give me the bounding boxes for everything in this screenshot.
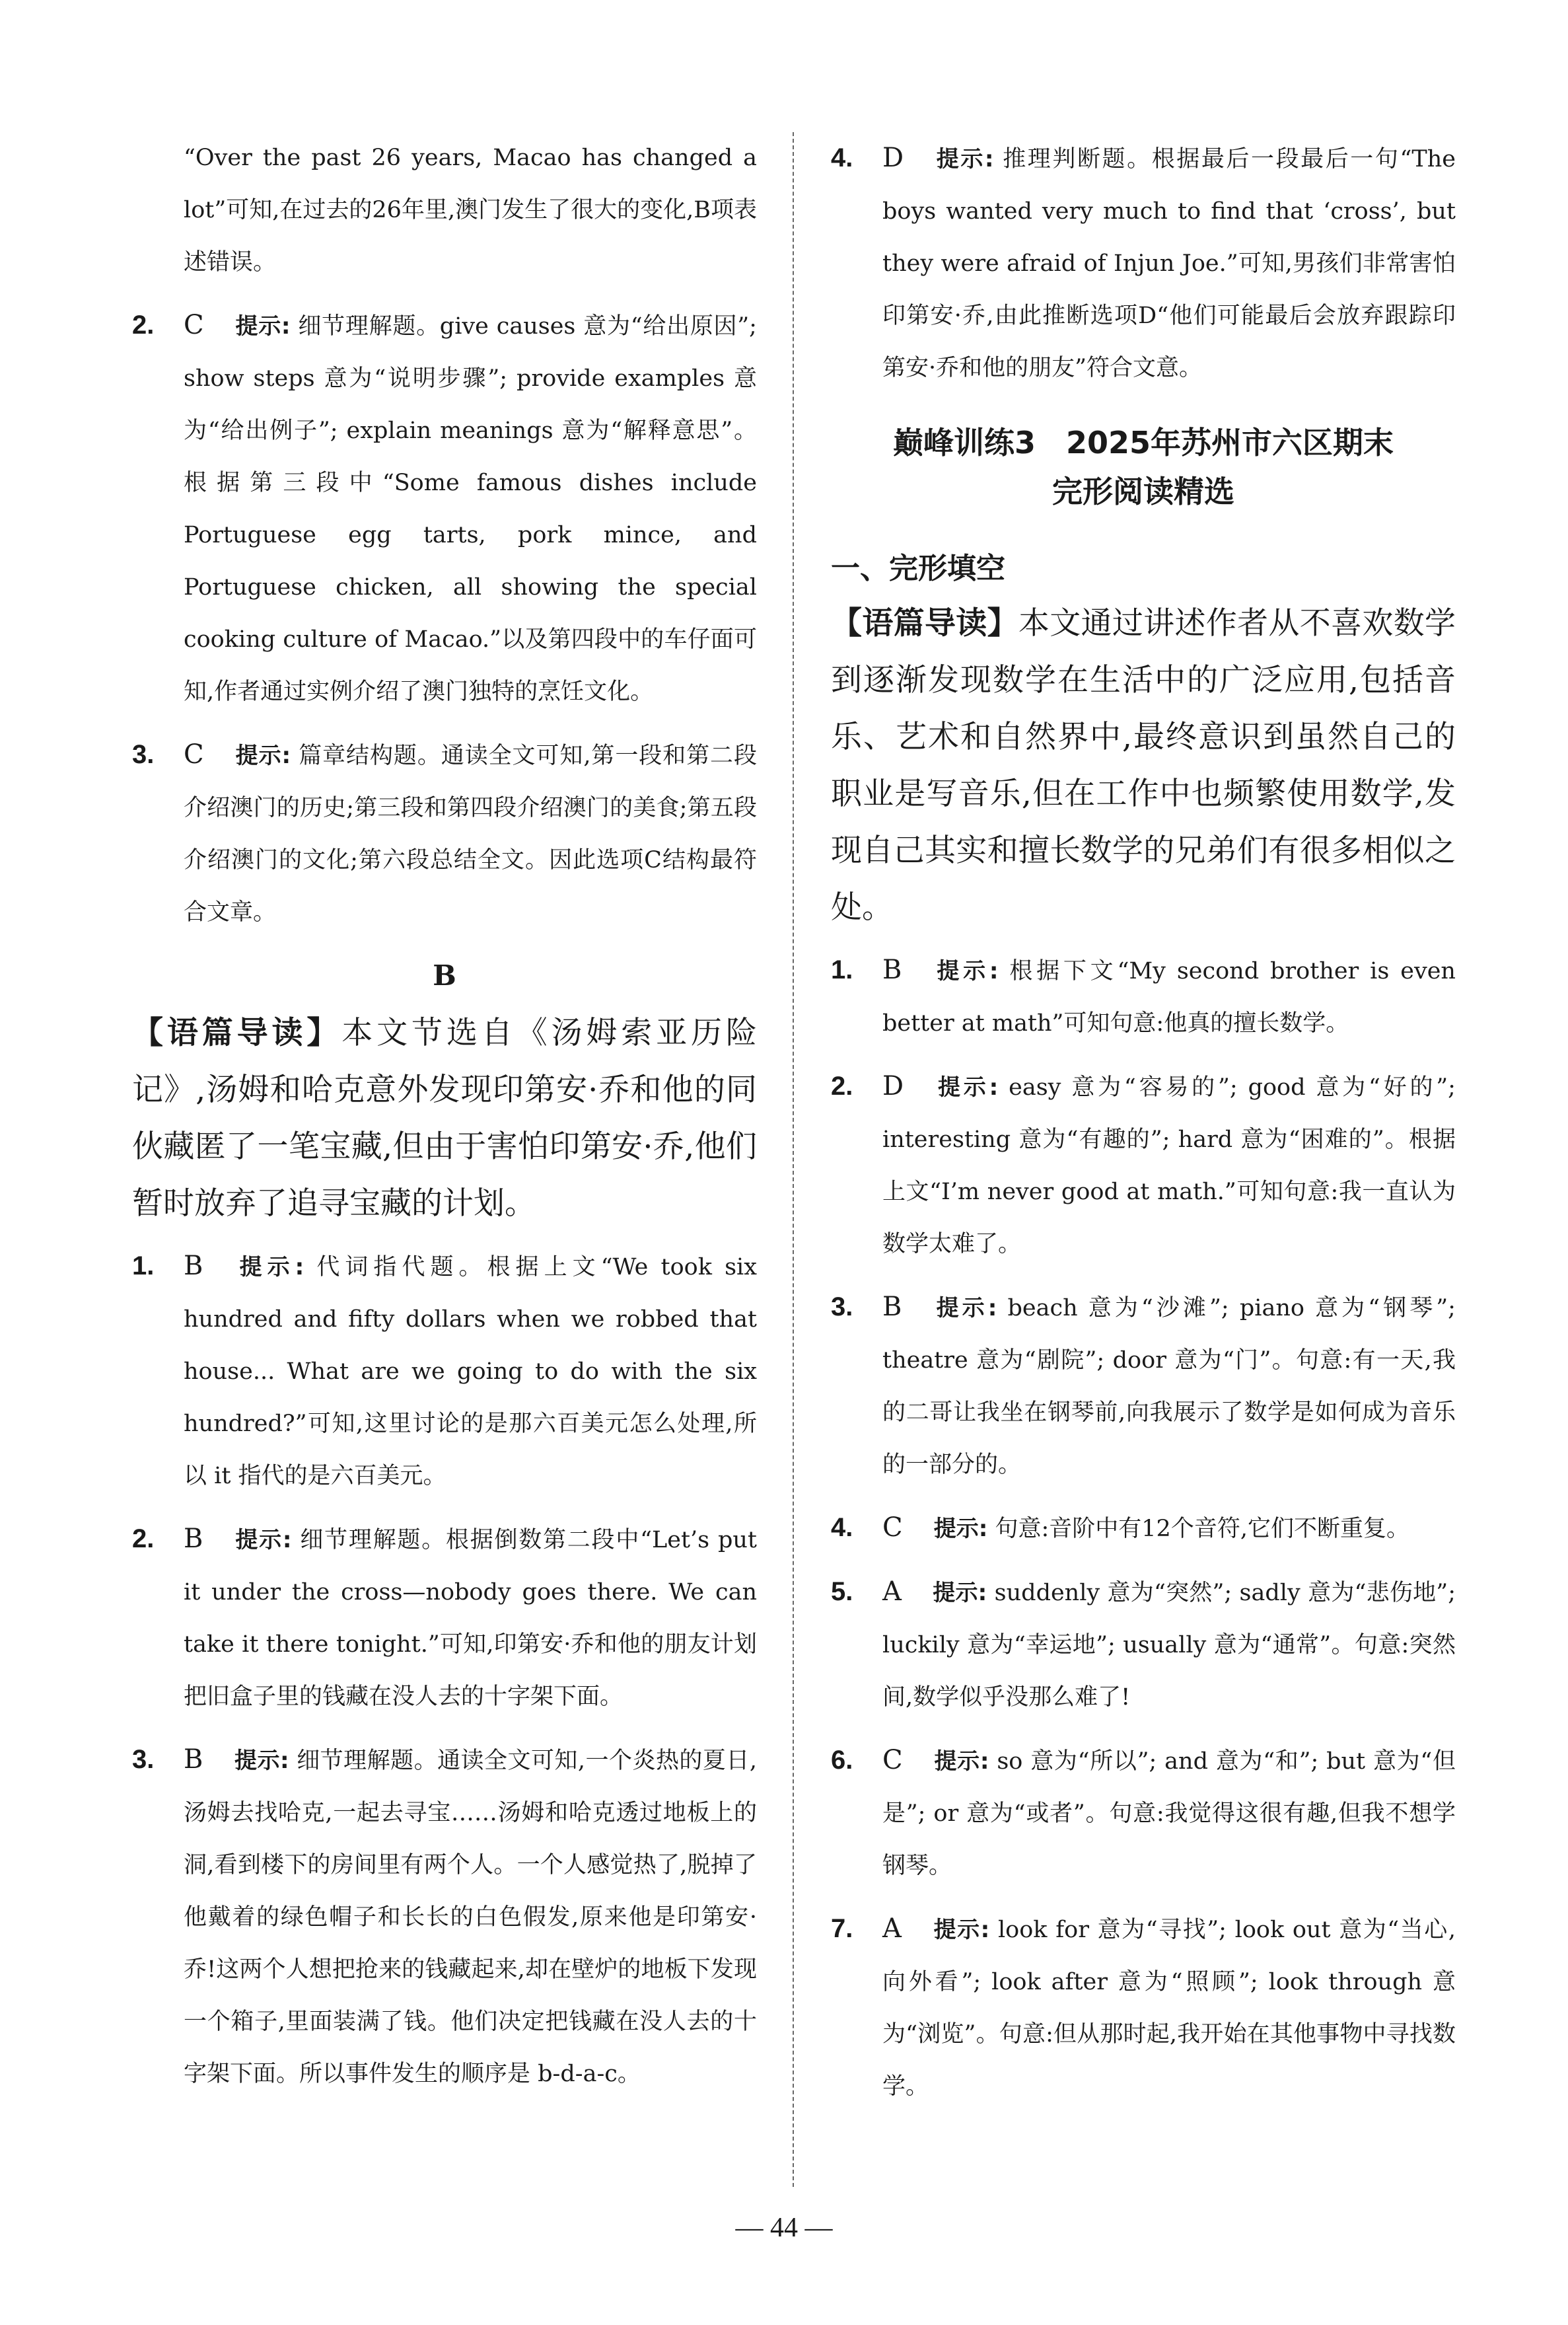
item-text: 推理判断题。根据最后一段最后一句“The boys wanted very much to find that ‘cross’, but they were afraid of Injun Joe.”可知,男孩们非常害怕印第安·乔,由此推断选项D“他们可能最后会放弃跟踪印第安·乔和他的朋友”符合文意。 [882,146,1456,381]
item-number: 2. [132,311,155,340]
section-title-line-2: 完形阅读精选 [1052,474,1234,509]
item-number: 4. [831,143,853,172]
item-answer: C [882,1745,903,1775]
item-answer: D [882,1071,904,1101]
answer-item [831,944,1456,1050]
item-answer: B [882,955,902,985]
answer-item [132,1513,757,1723]
hint-label: 提示: [235,313,291,340]
item-text: easy 意为“容易的”; good 意为“好的”; interesting 意为“有趣的”; hard 意为“困难的”。根据上文“I’m never good at math.”可知句意:我一直认为数学太难了。 [882,1074,1456,1257]
answer-item [831,1281,1456,1491]
left-column [132,132,757,2111]
answer-item [831,1502,1456,1555]
passage-b-heading: B [433,959,456,992]
hint-label: 提示: [937,958,999,984]
answer-item [132,299,757,718]
answer-item [132,1240,757,1502]
hint-label: 提示: [234,1748,289,1774]
item-number: 6. [831,1746,853,1775]
intro-text: 本文节选自《汤姆索亚历险记》,汤姆和哈克意外发现印第安·乔和他的同伙藏匿了一笔宝藏,但由于害怕印第安·乔,他们暂时放弃了追寻宝藏的计划。 [132,1015,758,1222]
hint-label: 提示: [933,1580,987,1606]
item-answer: C [184,739,204,770]
item-answer: C [882,1512,903,1543]
answer-item [831,1060,1456,1271]
item-number: 3. [132,740,155,769]
answer-item [831,1903,1456,2113]
intro-tag: 【语篇导读】 [132,1015,342,1051]
answer-item [132,729,757,939]
answer-item [132,1734,757,2100]
page-number: — 44 — [735,2213,833,2243]
hint-label: 提示: [933,1917,990,1943]
item-number: 5. [831,1577,853,1606]
item-text: 细节理解题。通读全文可知,一个炎热的夏日,汤姆去找哈克,一起去寻宝……汤姆和哈克透过地板上的洞,看到楼下的房间里有两个人。一个人感觉热了,脱掉了他戴着的绿色帽子和长长的白色假发,原来他是印第安·乔!这两个人想把抢来的钱藏起来,却在壁炉的地板下发现一个箱子,里面装满了钱。他们决定把钱藏在没人去的十字架下面。所以事件发生的顺序是 b-d-a-c。 [184,1748,757,2087]
item-text: beach 意为“沙滩”; piano 意为“钢琴”; theatre 意为“剧院”; door 意为“门”。句意:有一天,我的二哥让我坐在钢琴前,向我展示了数学是如何成为音乐的一部分的。 [882,1295,1456,1478]
item-number: 1. [132,1251,155,1280]
item-answer: C [184,310,204,340]
item-number: 2. [132,1524,155,1553]
item-number: 7. [831,1914,853,1943]
right-column [831,132,1456,2123]
item-number: 1. [831,955,853,984]
passage-intro [831,595,1456,936]
continued-text: “Over the past 26 years, Macao has changed a lot”可知,在过去的26年里,澳门发生了很大的变化,B项表述错误。 [184,145,757,276]
item-answer: B [184,1251,203,1281]
answer-item [831,132,1456,394]
item-text: 句意:音阶中有12个音符,它们不断重复。 [995,1516,1409,1542]
hint-label: 提示: [239,1254,304,1280]
hint-label: 提示: [936,1295,997,1321]
item-text: 根据下文“My second brother is even better at math”可知句意:他真的擅长数学。 [882,958,1456,1037]
hint-label: 提示: [933,1516,988,1542]
item-answer: B [184,1744,203,1775]
item-answer: B [882,1292,902,1322]
hint-label: 提示: [938,1074,999,1101]
column-divider [793,132,794,2187]
section-title-line-1: 巅峰训练3 2025年苏州市六区期末 [892,425,1394,461]
intro-text: 本文通过讲述作者从不喜欢数学到逐渐发现数学在生活中的广泛应用,包括音乐、艺术和自然界中,最终意识到虽然自己的职业是写音乐,但在工作中也频繁使用数学,发现自己其实和擅长数学的兄弟们有很多相似之处。 [831,605,1456,926]
item-answer: B [184,1524,203,1554]
item-text: 细节理解题。give causes 意为“给出原因”; show steps 意为“说明步骤”; provide examples 意为“给出例子”; explain meanings 意为“解释意思”。根据第三段中“Some famous dishes include Portuguese egg tarts, pork mince, and Portuguese chicken, all showing the special cooking culture of Macao.”以及第四段中的车仔面可知,作者通过实例介绍了澳门独特的烹饪文化。 [184,313,757,705]
item-text: 细节理解题。根据倒数第二段中“Let’s put it under the cross—nobody goes there. We can take it there tonight.”可知,印第安·乔和他的朋友计划把旧盒子里的钱藏在没人去的十字架下面。 [184,1527,757,1710]
item-number: 4. [831,1513,853,1542]
item-text: so 意为“所以”; and 意为“和”; but 意为“但是”; or 意为“或者”。句意:我觉得这很有趣,但我不想学钢琴。 [882,1748,1456,1879]
section-title [831,418,1456,516]
passage-intro [132,1005,757,1232]
intro-tag: 【语篇导读】 [831,605,1018,642]
item-number: 3. [132,1745,155,1774]
hint-label: 提示: [235,1527,292,1553]
item-number: 2. [831,1072,853,1101]
hint-label: 提示: [936,146,994,172]
answer-item [831,1566,1456,1724]
item-text: look for 意为“寻找”; look out 意为“当心,向外看”; look after 意为“照顾”; look through 意为“浏览”。句意:但从那时起,我开始在其他事物中寻找数学。 [882,1917,1456,2100]
item-answer: A [882,1576,902,1607]
item-text: 篇章结构题。通读全文可知,第一段和第二段介绍澳门的历史;第三段和第四段介绍澳门的美食;第五段介绍澳门的文化;第六段总结全文。因此选项C结构最符合文章。 [184,743,757,926]
hint-label: 提示: [235,743,291,769]
cloze-heading: 一、完形填空 [831,552,1005,585]
item-answer: A [882,1913,902,1944]
answer-item [831,1734,1456,1892]
hint-label: 提示: [934,1748,989,1775]
item-text: suddenly 意为“突然”; sadly 意为“悲伤地”; luckily 意为“幸运地”; usually 意为“通常”。句意:突然间,数学似乎没那么难了! [882,1580,1456,1711]
item-text: 代词指代题。根据上文“We took six hundred and fifty dollars when we robbed that house... What are we going to do with the six hundred?”可知,这里讨论的是那六百美元怎么处理,所以 it 指代的是六百美元。 [184,1254,757,1489]
item-number: 3. [831,1292,853,1321]
item-answer: D [882,143,904,173]
